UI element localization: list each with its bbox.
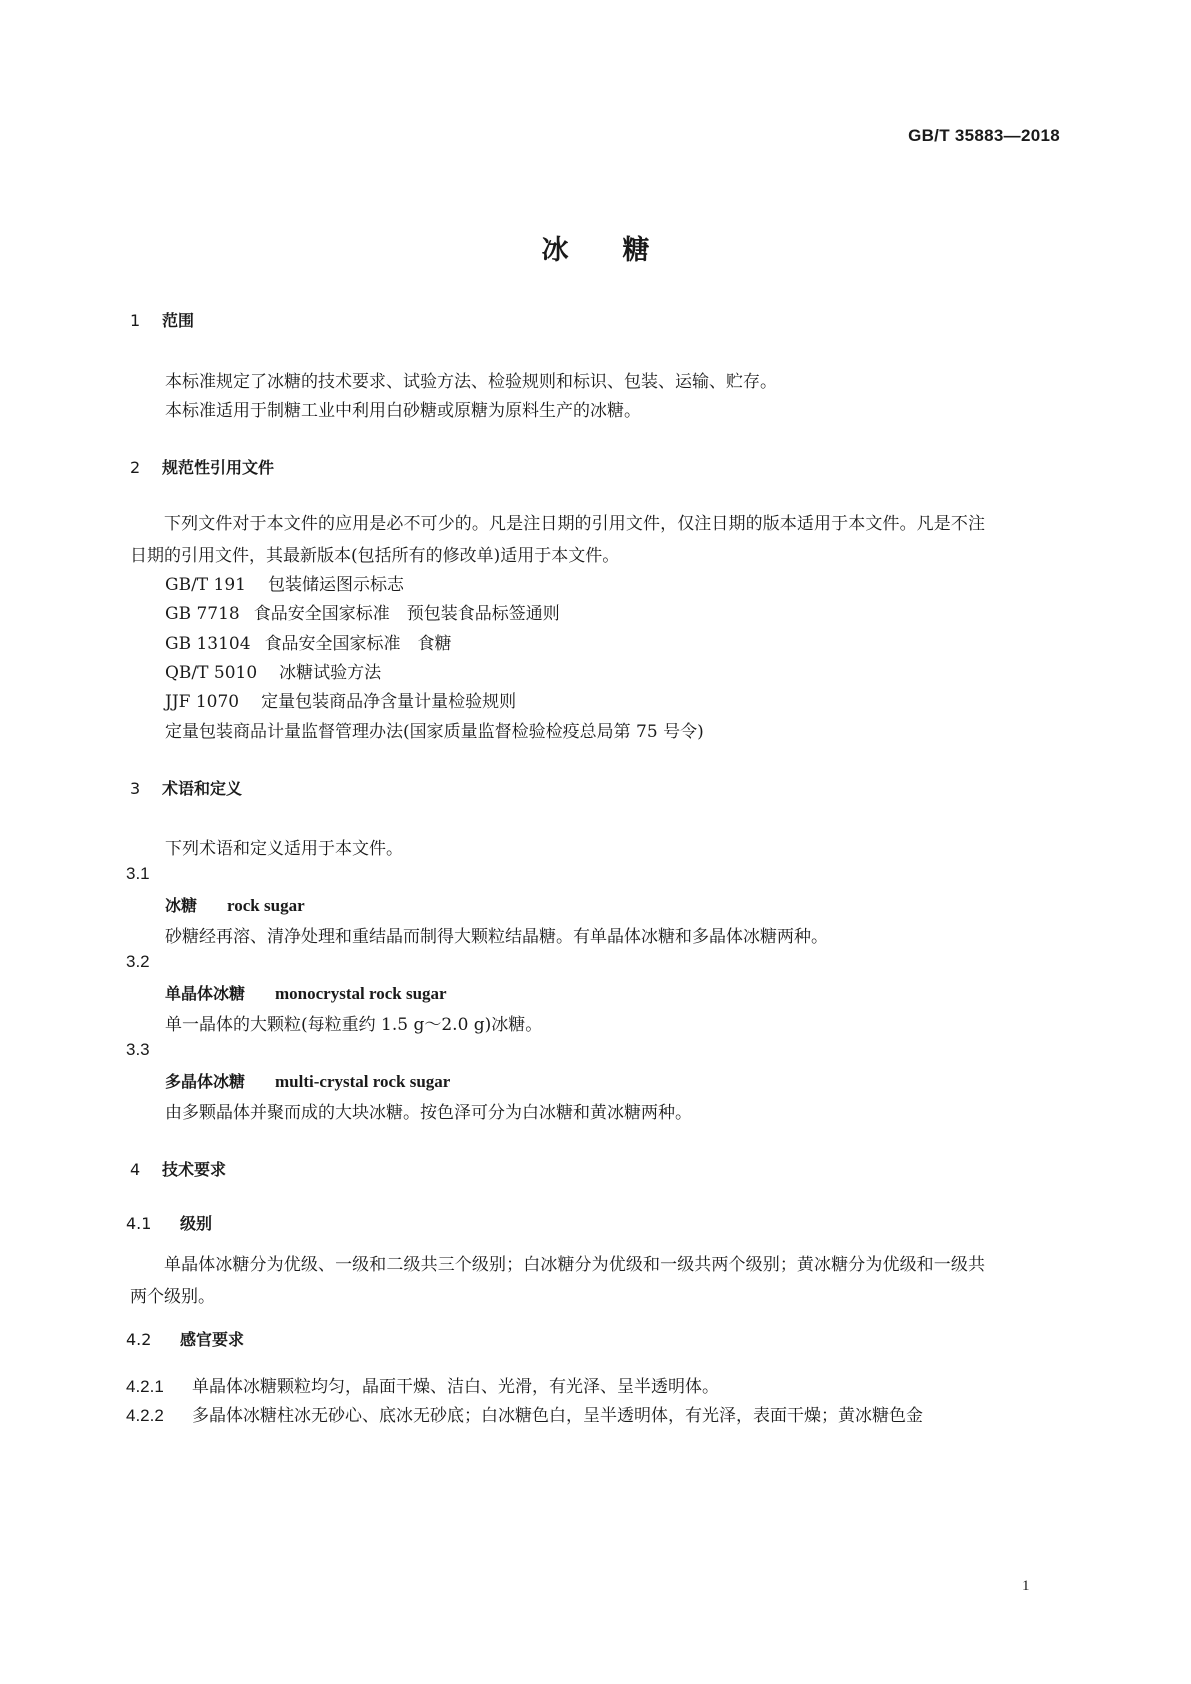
section-number: 2 — [130, 458, 141, 477]
reference-item — [165, 629, 452, 654]
term-chinese: 多晶体冰糖 — [165, 1072, 246, 1091]
section-title: 规范性引用文件 — [162, 458, 275, 477]
reference-item: 定量包装商品计量监督管理办法(国家质量监督检验检疫总局第 75 号令) — [165, 722, 704, 742]
clause-item — [126, 1372, 719, 1397]
reference-title: 食品安全国家标准 预包装食品标签通则 — [253, 604, 560, 624]
reference-item — [165, 599, 560, 624]
subsection-title: 感官要求 — [180, 1330, 245, 1349]
reference-item — [165, 570, 404, 595]
paragraph: 下列文件对于本文件的应用是必不可少的。凡是注日期的引用文件，仅注日期的版本适用于本文件。凡是不注日期的引用文件，其最新版本(包括所有的修改单)适用于本文件。 — [130, 514, 985, 566]
term-english: monocrystal rock sugar — [275, 984, 447, 1003]
section-title: 范围 — [162, 311, 195, 330]
section-number: 4 — [130, 1160, 141, 1179]
subsection-4-1-heading — [126, 1211, 212, 1234]
term-definition: 砂糖经再溶、清净处理和重结晶而制得大颗粒结晶糖。有单晶体冰糖和多晶体冰糖两种。 — [165, 927, 828, 947]
reference-code: GB/T 191 — [165, 575, 246, 595]
section-title: 技术要求 — [162, 1160, 227, 1179]
term-entry — [165, 981, 447, 1004]
term-entry — [165, 893, 305, 916]
term-number: 3.2 — [126, 952, 150, 971]
term-entry — [165, 1069, 450, 1092]
term-chinese: 单晶体冰糖 — [165, 984, 246, 1003]
document-title: 冰 糖 — [541, 235, 650, 266]
term-definition: 由多颗晶体并聚而成的大块冰糖。按色泽可分为白冰糖和黄冰糖两种。 — [165, 1103, 692, 1123]
subsection-number: 4.2 — [126, 1330, 152, 1349]
paragraph: 下列术语和定义适用于本文件。 — [165, 839, 403, 859]
standard-number: GB/T 35883—2018 — [908, 126, 1060, 145]
section-number: 3 — [130, 779, 141, 798]
term-english: multi-crystal rock sugar — [275, 1072, 451, 1091]
clause-text: 单晶体冰糖颗粒均匀，晶面干燥、洁白、光滑，有光泽、呈半透明体。 — [192, 1377, 719, 1397]
clause-number: 4.2.2 — [126, 1406, 164, 1425]
clause-text: 多晶体冰糖柱冰无砂心、底冰无砂底；白冰糖色白，呈半透明体，有光泽，表面干燥；黄冰糖色金 — [192, 1406, 923, 1426]
reference-item — [165, 658, 381, 683]
subsection-4-2-heading — [126, 1327, 244, 1350]
reference-title: 定量包装商品净含量计量检验规则 — [261, 692, 517, 712]
section-4-heading — [130, 1157, 226, 1180]
paragraph: 本标准规定了冰糖的技术要求、试验方法、检验规则和标识、包装、运输、贮存。 — [165, 372, 777, 392]
reference-code: GB 7718 — [165, 604, 240, 624]
reference-item — [165, 687, 516, 712]
section-title: 术语和定义 — [162, 779, 243, 798]
section-2-heading — [130, 455, 274, 478]
section-number: 1 — [130, 311, 141, 330]
reference-title: 冰糖试验方法 — [279, 663, 382, 683]
term-number: 3.1 — [126, 864, 150, 883]
subsection-number: 4.1 — [126, 1214, 152, 1233]
clause-number: 4.2.1 — [126, 1377, 164, 1396]
reference-title: 包装储运图示标志 — [268, 575, 404, 595]
term-number: 3.3 — [126, 1040, 150, 1059]
reference-title: 食品安全国家标准 食糖 — [264, 634, 452, 654]
clause-item — [126, 1401, 923, 1426]
term-definition: 单一晶体的大颗粒(每粒重约 1.5 g～2.0 g)冰糖。 — [165, 1015, 543, 1035]
section-3-heading — [130, 776, 242, 799]
paragraph: 单晶体冰糖分为优级、一级和二级共三个级别；白冰糖分为优级和一级共两个级别；黄冰糖分为优级和一级共两个级别。 — [130, 1255, 985, 1307]
page-number: 1 — [1022, 1578, 1030, 1594]
paragraph: 本标准适用于制糖工业中利用白砂糖或原糖为原料生产的冰糖。 — [165, 401, 641, 421]
subsection-title: 级别 — [180, 1214, 213, 1233]
reference-code: JJF 1070 — [165, 692, 240, 712]
reference-code: GB 13104 — [165, 634, 251, 654]
term-chinese: 冰糖 — [165, 896, 198, 915]
reference-code: QB/T 5010 — [165, 663, 258, 683]
term-english: rock sugar — [227, 896, 305, 915]
section-1-heading — [130, 308, 194, 331]
